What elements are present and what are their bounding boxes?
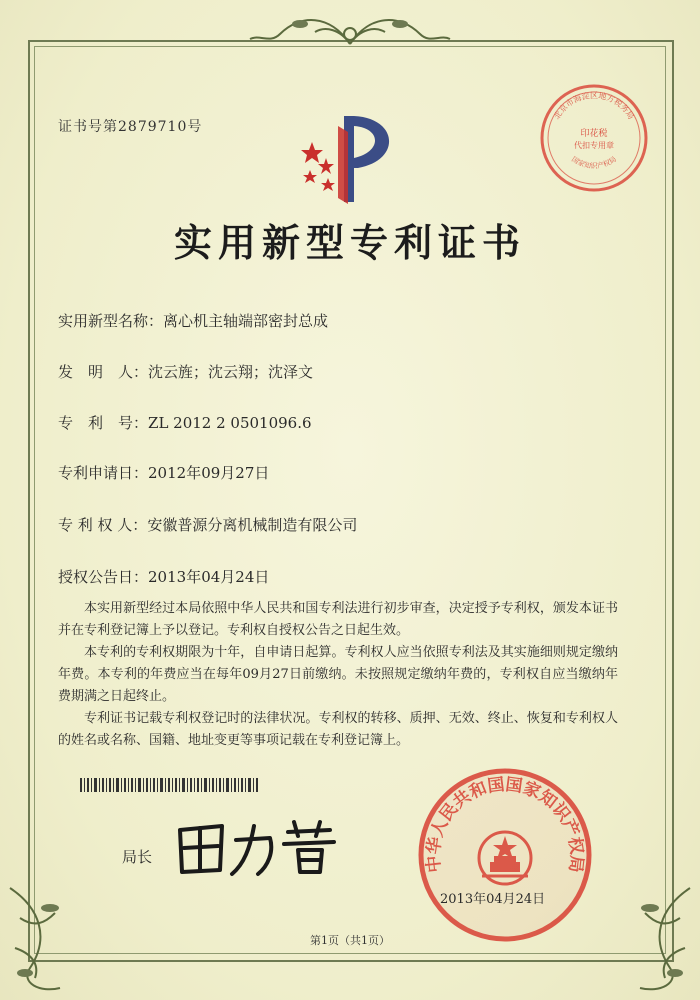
field-value: ZL 2012 2 0501096.6 [148,414,312,432]
field-patentee [58,514,357,535]
director-signature [170,812,340,882]
certificate-number: 证书号第2879710号 [58,119,203,135]
field-value: 沈云旌；沈云翔；沈泽文 [148,363,314,381]
page-indicator: 第1页（共1页） [310,934,390,947]
statement-paragraph: 本实用新型经过本局依照中华人民共和国专利法进行初步审查，决定授予专利权，颁发本证书并在专利登记簿上予以登记。专利权自授权公告之日起生效。 [58,601,618,638]
patent-office-logo [298,112,408,207]
field-inventors [58,361,313,382]
director-title: 局长 [122,848,153,866]
field-value: 离心机主轴端部密封总成 [163,312,329,330]
field-value: 2012年09月27日 [148,464,270,482]
official-seal-ring-text: 中华人民共和国国家知识产权局 [423,774,587,874]
field-label: 专 利 号： [58,414,149,432]
tax-seal-line1: 印花税 [580,129,608,139]
tax-seal-bottom-text: 国家知识产权局 [570,155,618,171]
field-patent-number [58,412,312,433]
statement-paragraph: 本专利的专利权期限为十年，自申请日起算。专利权人应当依照专利法及其实施细则规定缴纳年费。本专利的年费应当在每年09月27日前缴纳。未按照规定缴纳年费的，专利权自应当缴纳年费期满之日起终止。 [58,645,618,704]
field-value: 2013年04月24日 [148,568,270,586]
official-seal [416,766,594,944]
tax-seal-ring-text: 北京市海淀区地方税务局 [552,91,636,121]
barcode [80,778,258,792]
seal-date: 2013年04月24日 [440,892,546,907]
field-label: 发 明 人： [58,363,149,381]
svg-text:国家知识产权局 [570,154,618,170]
field-label: 授权公告日： [58,568,149,586]
field-value: 安徽普源分离机械制造有限公司 [147,516,358,534]
top-ornament [240,4,460,64]
statement-paragraph: 专利证书记载专利权登记时的法律状况。专利权的转移、质押、无效、终止、恢复和专利权人的姓名或名称、国籍、地址变更等事项记载在专利登记簿上。 [58,711,618,748]
field-utility-model-name [58,310,328,331]
field-label: 实用新型名称： [58,312,164,330]
field-grant-date [58,566,269,587]
tax-seal-line2: 代扣专用章 [574,141,614,150]
field-application-date [58,462,269,483]
tax-seal [538,82,650,194]
legal-statement [58,598,618,752]
field-label: 专 利 权 人： [58,516,148,534]
certificate-title: 实用新型专利证书 [173,220,526,265]
field-label: 专利申请日： [58,464,149,482]
